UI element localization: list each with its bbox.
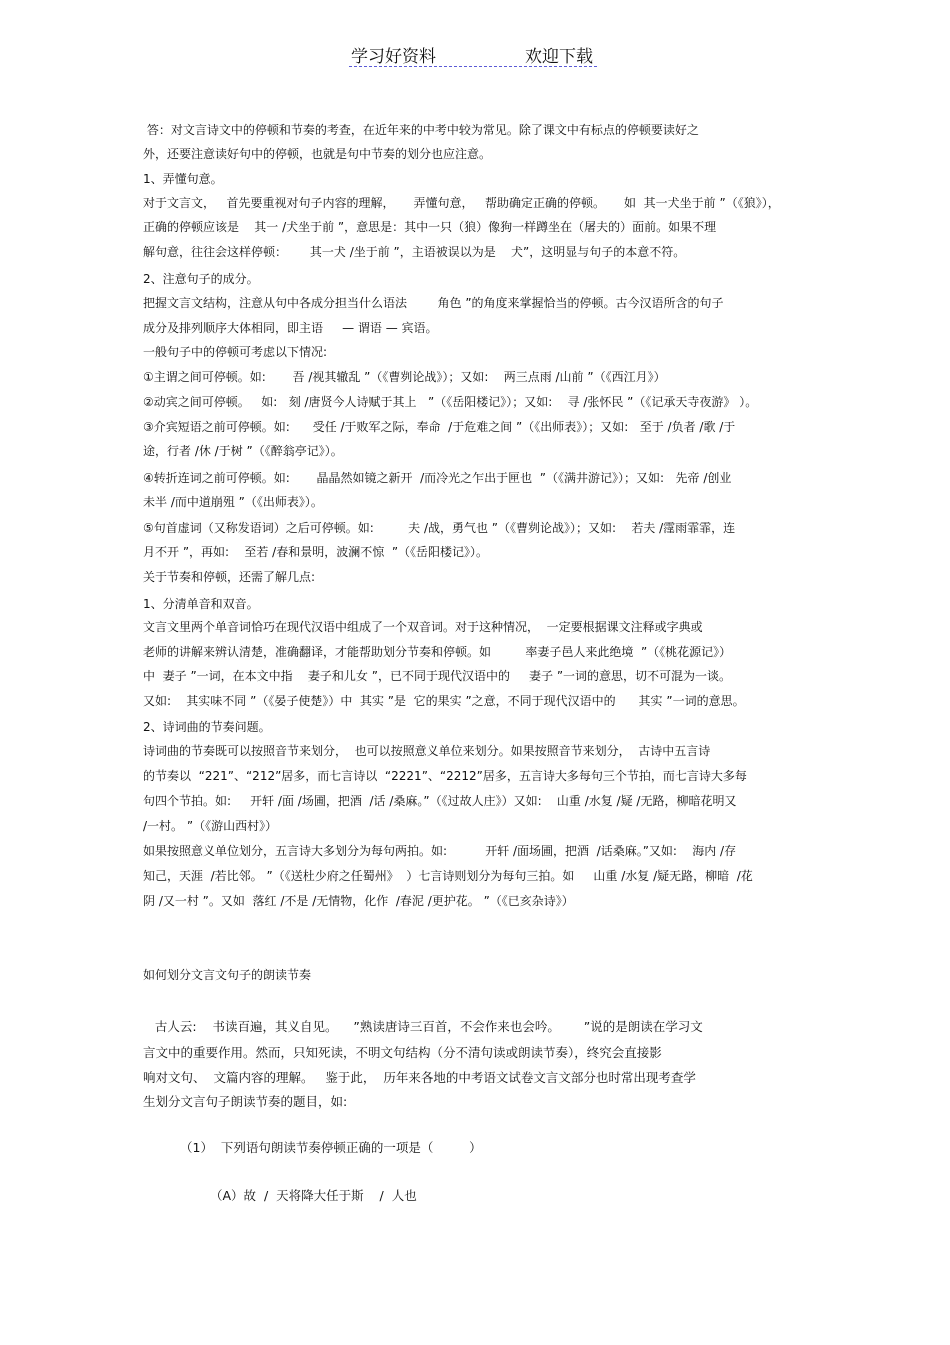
text-line: 一般句子中的停顿可考虑以下情况: — [143, 345, 328, 359]
text-line: 正确的停顿应该是 其一 /犬坐于前 ”，意思是：其中一只（狼）像狗一样蹲坐在（屠夫的）面前。如果不理 — [143, 220, 717, 234]
text-line: ①主谓之间可停顿。如: 吾 /视其辙乱 ”（《曹刿论战》）；又如: 两三点雨 /山前 ”（《西江月》） — [143, 370, 666, 384]
paragraph-line: 言文中的重要作用。然而，只知死读，不明文句结构（分不清句读或朗读节奏），终究会直接影 — [143, 1045, 662, 1060]
paragraph-line: 生划分文言句子朗读节奏的题目，如: — [143, 1094, 348, 1109]
text-line: ②动宾之间可停顿。 如: 刻 /唐贤今人诗赋于其上 ”（《岳阳楼记》）；又如: 寻 /张怀民 ”（《记承天寺夜游》 ）。 — [143, 395, 758, 409]
text-line: 中 妻子 ”一词，在本文中指 妻子和儿女 ”，已不同于现代汉语中的 妻子 ”一词的意思，切不可混为一谈。 — [143, 669, 732, 683]
text-line: ④转折连词之前可停顿。如: 晶晶然如镜之新开 /而冷光之乍出于匣也 ”（《满井游记》）；又如: 先帝 /创业 — [143, 471, 732, 485]
text-line: 2、诗词曲的节奏问题。 — [143, 720, 271, 734]
text-line: 答：对文言诗文中的停顿和节奏的考查，在近年来的中考中较为常见。除了课文中有标点的停顿要读好之 — [143, 123, 699, 137]
question-text: （1） 下列语句朗读节奏停顿正确的一项是（ ） — [180, 1140, 482, 1155]
text-line: 未半 /而中道崩殂 ”（《出师表》）。 — [143, 495, 323, 509]
text-line: 又如: 其实味不同 ”（《晏子使楚》）中 其实 ”是 它的果实 ”之意，不同于现代汉语中的 其实 ”一词的意思。 — [143, 694, 745, 708]
text-line: 对于文言文， 首先要重视对句子内容的理解， 弄懂句意， 帮助确定正确的停顿。 如 其一犬坐于前 ”（《狼》）， — [143, 196, 780, 210]
paragraph-line: 古人云: 书读百遍，其义自见。 ”熟读唐诗三百首，不会作来也会吟。 ”说的是朗读在学习文 — [143, 1019, 703, 1034]
text-line: 2、注意句子的成分。 — [143, 272, 259, 286]
text-line: 如果按照意义单位划分，五言诗大多划分为每句两拍。如: 开轩 /面场圃，把酒 /话桑麻。”又如: 海内 /存 — [143, 844, 737, 858]
page-header — [349, 40, 597, 67]
text-line: 老师的讲解来辨认清楚，准确翻译，才能帮助划分节奏和停顿。如 率妻子邑人来此绝境 ”（《桃花源记》） — [143, 645, 732, 659]
text-line: 句四个节拍。如: 开轩 /面 /场圃，把酒 /话 /桑麻。”（《过故人庄》）又如: 山重 /水复 /疑 /无路，柳暗花明又 — [143, 794, 737, 808]
text-line: 解句意，往往会这样停顿： 其一犬 /坐于前 ”，主语被误以为是 犬”，这明显与句子的本意不符。 — [143, 245, 686, 259]
option-a-text: （A）故 / 天将降大任于斯 / 人也 — [210, 1188, 417, 1203]
text-line: 1、分清单音和双音。 — [143, 597, 259, 611]
text-line: 诗词曲的节奏既可以按照音节来划分， 也可以按照意义单位来划分。如果按照音节来划分， 古诗中五言诗 — [143, 744, 711, 758]
text-line: 途，行者 /休 /于树 ”（《醉翁亭记》）。 — [143, 444, 343, 458]
text-line: ⑤句首虚词（又称发语词）之后可停顿。如: 夫 /战，勇气也 ”（《曹刿论战》）；又如: 若夫 /霪雨霏霏，连 — [143, 521, 736, 535]
text-line: /一村。 ”（《游山西村》） — [143, 819, 278, 833]
header-right-text: 欢迎下载 — [525, 47, 593, 67]
text-line: 文言文里两个单音词恰巧在现代汉语中组成了一个双音词。对于这种情况， 一定要根据课文注释或字典或 — [143, 620, 703, 634]
text-line: 1、弄懂句意。 — [143, 172, 223, 186]
text-line: 关于节奏和停顿，还需了解几点: — [143, 570, 316, 584]
text-line: 知己，天涯 /若比邻。 ”（《送杜少府之任蜀州》 ）七言诗则划分为每句三拍。如 山重 /水复 /疑无路，柳暗 /花 — [143, 869, 753, 883]
text-line: 的节奏以 “221”、“212”居多，而七言诗以 “2221”、“2212”居多，五言诗大多每句三个节拍，而七言诗大多每 — [143, 769, 747, 783]
header-left-text: 学习好资料 — [351, 47, 436, 67]
section-title: 如何划分文言文句子的朗读节奏 — [143, 968, 312, 982]
text-line: 把握文言文结构，注意从句中各成分担当什么语法 角色 ”的角度来掌握恰当的停顿。古今汉语所含的句子 — [143, 296, 724, 310]
text-line: 阴 /又一村 ”。又如 落红 /不是 /无情物，化作 /春泥 /更护花。 ”（《已亥杂诗》） — [143, 894, 574, 908]
text-line: 外，还要注意读好句中的停顿，也就是句中节奏的划分也应注意。 — [143, 147, 492, 161]
text-line: 成分及排列顺序大体相同，即主语 — 谓语 — 宾语。 — [143, 321, 438, 335]
paragraph-line: 响对文句、 文篇内容的理解。 鉴于此， 历年来各地的中考语文试卷文言文部分也时常出现考查学 — [143, 1070, 696, 1085]
text-line: ③介宾短语之前可停顿。如: 受任 /于败军之际，奉命 /于危难之间 ”（《出师表》）；又如: 至于 /负者 /歌 /于 — [143, 420, 736, 434]
text-line: 月不开 ”，再如: 至若 /春和景明，波澜不惊 ”（《岳阳楼记》）。 — [143, 545, 489, 559]
